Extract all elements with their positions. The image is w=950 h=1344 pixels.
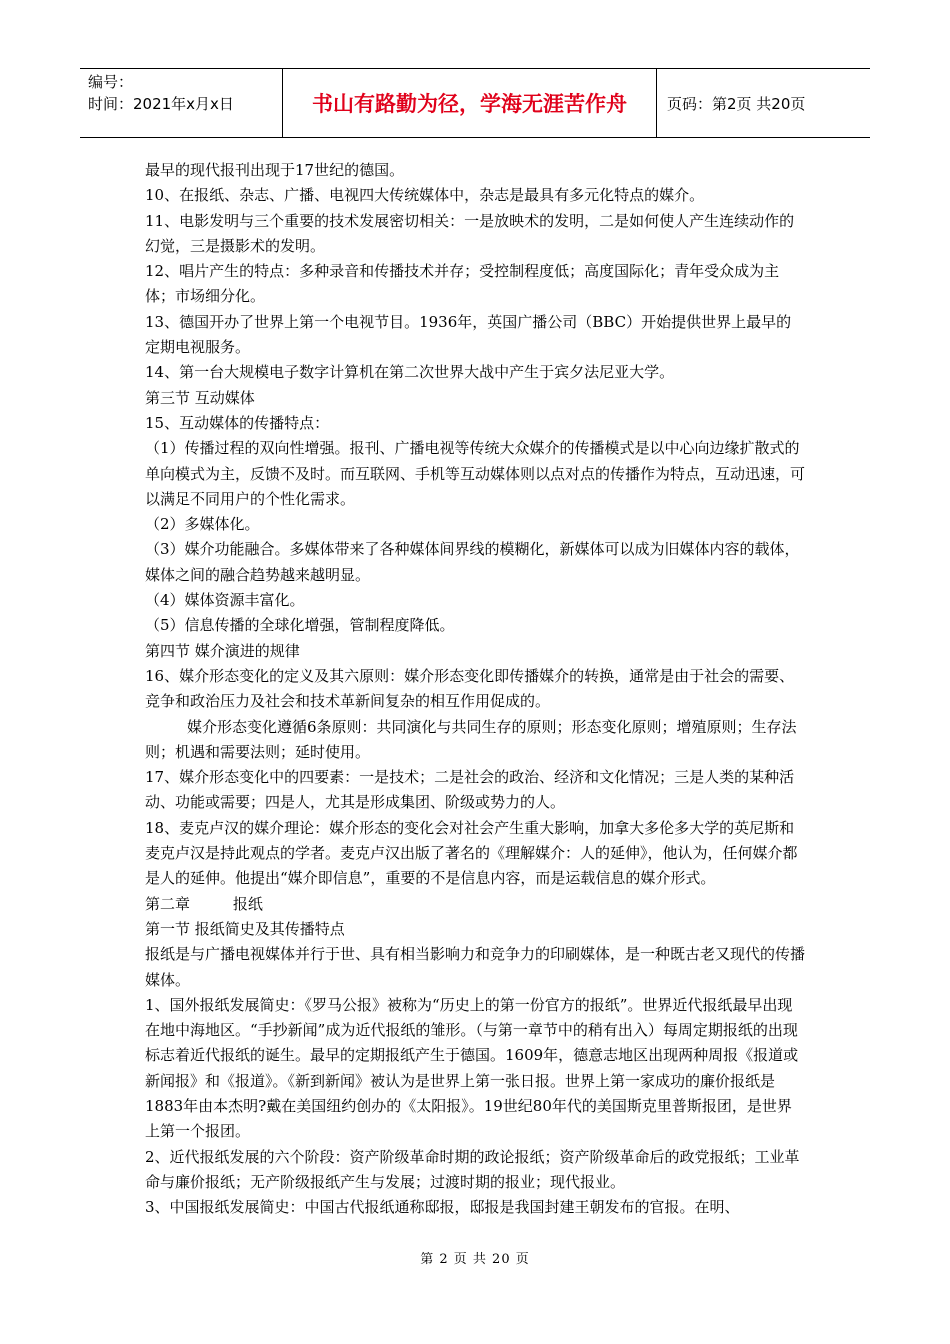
section-heading: 第四节 媒介演进的规律 [145, 641, 300, 660]
page-footer: 第 2 页 共 20 页 [420, 1252, 530, 1267]
paragraph: （1）传播过程的双向性增强。报刊、广播电视等传统大众媒介的传播模式是以中心向边缘扩散式的单向模式为主，反馈不及时。而互联网、手机等互动媒体则以点对点的传播作为特点，互动迅速，可以满足不同用户的个性化需求。 [145, 439, 806, 508]
date-label: 时间：2021年x月x日 [88, 95, 234, 113]
paragraph: 17、媒介形态变化中的四要素：一是技术；二是社会的政治、经济和文化情况；三是人类的某种活动、功能或需要；四是人，尤其是形成集团、阶级或势力的人。 [145, 768, 795, 812]
paragraph: 1、国外报纸发展简史：《罗马公报》被称为“历史上的第一份官方的报纸”。世界近代报纸最早出现在地中海地区。“手抄新闻”成为近代报纸的雏形。（与第一章节中的稍有出入）每周定期报纸的出现标志着近代报纸的诞生。最早的定期报纸产生于德国。1609年，德意志地区出现两种周报《报道或新闻报》和《报道》。《新到新闻》被认为是世界上第一张日报。世界上第一家成功的廉价报纸是1883年由本杰明?戴在美国纽约创办的《太阳报》。19世纪80年代的美国斯克里普斯报团，是世界上第一个报团。 [145, 995, 799, 1141]
doc-number-label: 编号： [88, 73, 134, 91]
section-heading: 第一节 报纸简史及其传播特点 [145, 919, 345, 938]
document-body [145, 158, 805, 1220]
paragraph: 16、媒介形态变化的定义及其六原则：媒介形态变化即传播媒介的转换，通常是由于社会的需要、竞争和政治压力及社会和技术革新间复杂的相互作用促成的。 [145, 666, 795, 711]
paragraph: 报纸是与广播电视媒体并行于世、具有相当影响力和竞争力的印刷媒体，是一种既古老又现代的传播媒体。 [145, 945, 806, 989]
paragraph: （2）多媒体化。 [145, 515, 260, 534]
paragraph: 11、电影发明与三个重要的技术发展密切相关：一是放映术的发明，二是如何使人产生连续动作的幻觉，三是摄影术的发明。 [145, 211, 795, 255]
paragraph: （4）媒体资源丰富化。 [145, 591, 305, 610]
paragraph: 媒介形态变化遵循6条原则：共同演化与共同生存的原则；形态变化原则；增殖原则；生存法则；机遇和需要法则；延时使用。 [145, 717, 797, 761]
paragraph: （5）信息传播的全球化增强，管制程度降低。 [145, 616, 455, 635]
paragraph: 3、中国报纸发展简史：中国古代报纸通称邸报，邸报是我国封建王朝发布的官报。在明、 [145, 1198, 740, 1217]
header-page-info: 页码：第2页 共20页 [667, 94, 806, 113]
chapter-heading: 第二章 报纸 [145, 894, 263, 913]
paragraph: 最早的现代报刊出现于17世纪的德国。 [145, 161, 405, 179]
paragraph: 2、近代报纸发展的六个阶段：资产阶级革命时期的政论报纸；资产阶级革命后的政党报纸；工业革命与廉价报纸；无产阶级报纸产生与发展；过渡时期的报业；现代报业。 [145, 1147, 800, 1191]
paragraph: 14、第一台大规模电子数字计算机在第二次世界大战中产生于宾夕法尼亚大学。 [145, 363, 675, 382]
header-meta [80, 69, 283, 137]
page-header [80, 68, 870, 138]
paragraph: 10、在报纸、杂志、广播、电视四大传统媒体中，杂志是最具有多元化特点的媒介。 [145, 186, 705, 205]
paragraph: 13、德国开办了世界上第一个电视节目。1936年，英国广播公司（BBC）开始提供世界上最早的定期电视服务。 [145, 312, 792, 357]
header-motto: 书山有路勤为径，学海无涯苦作舟 [283, 69, 657, 137]
paragraph: （3）媒介功能融合。多媒体带来了各种媒体间界线的模糊化，新媒体可以成为旧媒体内容的载体，媒体之间的融合趋势越来越明显。 [145, 540, 800, 584]
paragraph: 18、麦克卢汉的媒介理论：媒介形态的变化会对社会产生重大影响，加拿大多伦多大学的英尼斯和麦克卢汉是持此观点的学者。麦克卢汉出版了著名的《理解媒介：人的延伸》，他认为，任何媒介都是人的延伸。他提出“媒介即信息”，重要的不是信息内容，而是运载信息的媒介形式。 [145, 818, 798, 888]
section-heading: 第三节 互动媒体 [145, 388, 255, 407]
paragraph: 12、唱片产生的特点：多种录音和传播技术并存；受控制程度低；高度国际化；青年受众成为主体；市场细分化。 [145, 262, 780, 306]
paragraph: 15、互动媒体的传播特点： [145, 413, 330, 432]
